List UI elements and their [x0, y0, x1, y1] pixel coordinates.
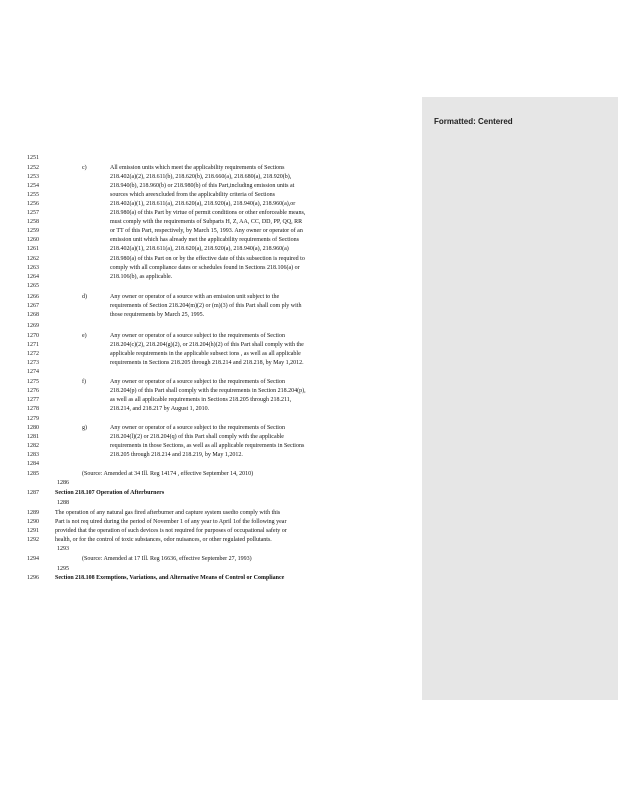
document-line: 218.402(a)(1), 218.611(a), 218.620(a), 218.920(a), 218.940(a), 218.960(a),or — [110, 201, 296, 207]
document-line: Any owner or operator of a source with an emission unit subject to the — [110, 294, 280, 300]
line-number: 1290 — [27, 519, 39, 525]
line-number: 1259 — [27, 228, 39, 234]
document-line: 218.204(p) of this Part shall comply with the requirements in Section 218.204(p), — [110, 388, 306, 394]
line-number: 1276 — [27, 388, 39, 394]
line-number: 1280 — [27, 425, 39, 431]
line-number: 1278 — [27, 406, 39, 412]
document-line: requirements in Sections 218.205 through 218.214 and 218.218, by May 1,2012. — [110, 360, 304, 366]
document-line: 218.940(b), 218.960(b) or 218.980(b) of this Part,including emission units at — [110, 183, 295, 189]
line-number: 1258 — [27, 219, 39, 225]
document-line: The operation of any natural gas fired afterburner and capture system usedto comply with this — [55, 510, 281, 516]
line-number: 1255 — [27, 192, 39, 198]
line-number: 1267 — [27, 303, 39, 309]
document-line: those requirements by March 25, 1995. — [110, 312, 205, 318]
line-number: 1268 — [27, 312, 39, 318]
line-number: 1277 — [27, 397, 39, 403]
document-line: (Source: Amended at 17 Ill. Reg 16636, effective September 27, 1993) — [82, 556, 252, 562]
line-number: 1252 — [27, 165, 39, 171]
document-line: Section 218.108 Exemptions, Variations, and Alternative Means of Control or Compliance — [55, 575, 285, 581]
line-number: 1281 — [27, 434, 39, 440]
document-line: as well as all applicable requirements in Sections 218.205 through 218.211, — [110, 397, 292, 403]
line-number: 1274 — [27, 369, 39, 375]
document-line: requirements in those Sections, as well as all applicable requirements in Sections — [110, 443, 305, 449]
line-number: 1273 — [27, 360, 39, 366]
line-number: 1270 — [27, 333, 39, 339]
line-number: 1253 — [27, 174, 39, 180]
document-line: requirements of Section 218.204(m)(2) or (m)(3) of this Part shall com ply with — [110, 303, 302, 309]
document-line: 218.214, and 218.217 by August 1, 2010. — [110, 406, 210, 412]
document-line: must comply with the requirements of Subparts H, Z, AA, CC, DD, PP, QQ, RR — [110, 219, 303, 225]
line-number: 1271 — [27, 342, 39, 348]
line-number: 1275 — [27, 379, 39, 385]
line-number: 1289 — [27, 510, 39, 516]
stray-line-number: 1286 — [57, 480, 69, 486]
line-number: 1256 — [27, 201, 39, 207]
document-line: 218.402(a)(2), 218.611(b), 218.620(b), 218.660(a), 218.680(a), 218.920(b), — [110, 174, 292, 180]
line-number: 1261 — [27, 246, 39, 252]
line-number: 1287 — [27, 490, 39, 496]
stray-line-number: 1288 — [57, 500, 69, 506]
comment-pane — [422, 97, 618, 700]
document-line: Any owner or operator of a source subject to the requirements of Section — [110, 333, 285, 339]
line-number: 1260 — [27, 237, 39, 243]
subsection-marker: f) — [82, 379, 86, 385]
document-line: 218.205 through 218.214 and 218.219, by May 1,2012. — [110, 452, 243, 458]
line-number: 1292 — [27, 537, 39, 543]
comment-heading: Formatted: Centered — [434, 117, 513, 126]
document-line: or TT of this Part, respectively, by March 15, 1993. Any owner or operator of an — [110, 228, 303, 234]
document-line: provided that the operation of such devices is not required for purposes of occupational safety or — [55, 528, 287, 534]
document-line: comply with all compliance dates or schedules found in Sections 218.106(a) or — [110, 265, 300, 271]
line-number: 1296 — [27, 575, 39, 581]
subsection-marker: e) — [82, 333, 87, 339]
line-number: 1251 — [27, 155, 39, 161]
document-line: 218.402(a)(1), 218.611(a), 218.620(a), 218.920(a), 218.940(a), 218.960(a) — [110, 246, 289, 252]
line-number: 1257 — [27, 210, 39, 216]
subsection-marker: d) — [82, 294, 87, 300]
line-number: 1263 — [27, 265, 39, 271]
document-line: 218.204(l)(2) or 218.204(q) of this Part shall comply with the applicable — [110, 434, 284, 440]
line-number: 1272 — [27, 351, 39, 357]
document-line: Any owner or operator of a source subject to the requirements of Section — [110, 425, 285, 431]
stray-line-number: 1295 — [57, 566, 69, 572]
document-line: 218.980(a) of this Part on or by the effective date of this subsection is required to — [110, 256, 305, 262]
line-number: 1262 — [27, 256, 39, 262]
line-number: 1291 — [27, 528, 39, 534]
line-number: 1265 — [27, 283, 39, 289]
line-number: 1254 — [27, 183, 39, 189]
document-line: Any owner or operator of a source subject to the requirements of Section — [110, 379, 285, 385]
line-number: 1283 — [27, 452, 39, 458]
document-line: 218.980(a) of this Part by virtue of permit conditions or other enforceable means, — [110, 210, 306, 216]
document-line: (Source: Amended at 34 Ill. Reg 14174 , effective September 14, 2010) — [82, 471, 254, 477]
line-number: 1282 — [27, 443, 39, 449]
document-line: Part is not req uired during the period of November 1 of any year to April 1of the following year — [55, 519, 287, 525]
stray-line-number: 1293 — [57, 546, 69, 552]
line-number: 1285 — [27, 471, 39, 477]
document-line: applicable requirements in the applicable subsect ions , as well as all applicable — [110, 351, 301, 357]
document-line: sources which areexcluded from the applicability criteria of Sections — [110, 192, 275, 198]
document-line: 218.204(c)(2), 218.204(g)(2), or 218.204(h)(2) of this Part shall comply with the — [110, 342, 304, 348]
line-number: 1284 — [27, 461, 39, 467]
line-number: 1279 — [27, 416, 39, 422]
document-line: health, or for the control of toxic substances, odor nuisances, or other regulated pollutants. — [55, 537, 272, 543]
line-number: 1269 — [27, 323, 39, 329]
line-number: 1266 — [27, 294, 39, 300]
document-line: Section 218.107 Operation of Afterburners — [55, 490, 165, 496]
line-number: 1264 — [27, 274, 39, 280]
document-line: All emission units which meet the applicability requirements of Sections — [110, 165, 285, 171]
document-line: emission unit which has already met the applicability requirements of Sections — [110, 237, 299, 243]
line-number: 1294 — [27, 556, 39, 562]
document-line: 218.106(b), as applicable. — [110, 274, 173, 280]
subsection-marker: c) — [82, 165, 87, 171]
subsection-marker: g) — [82, 425, 87, 431]
